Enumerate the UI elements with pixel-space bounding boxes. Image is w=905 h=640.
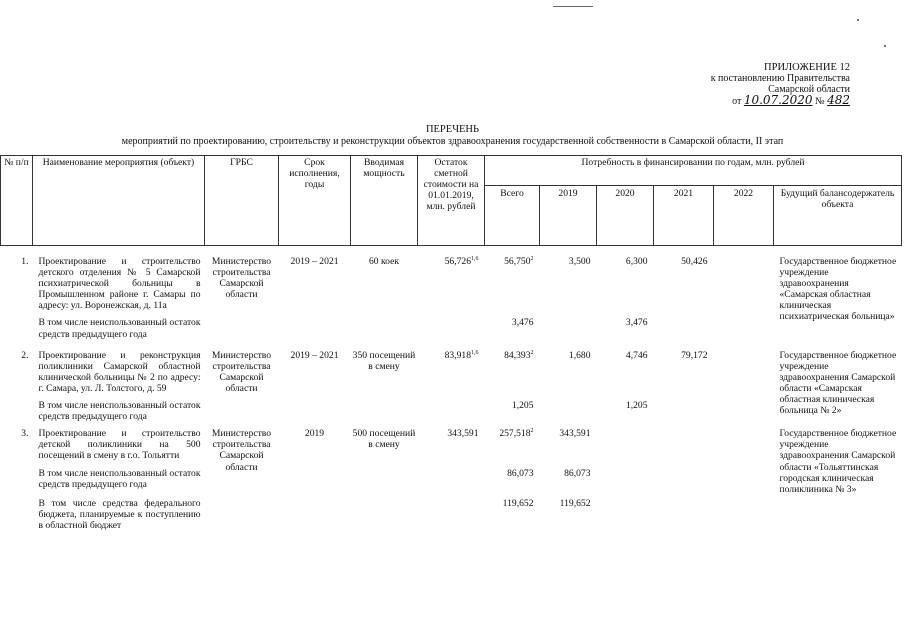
owner-cell: Государственное бюджетное учреждение здравоохранения Самарской области «Тольяттинская городская клиническая поликлиника № 3» [779, 428, 897, 495]
table-row: 1. Проектирование и строительство детского отделения № 5 Самарской психиатрической больницы в Промышленном районе г. Самары по адресу: ул. Воронежская, д. 11а Министерство строительства Самарской области 2019 – 2021 60 коек 56,726$^{1,6}$ 56,750$^2$ 3,500 6,300 50,426 Государственное бюджетное учреждение здравоохранения «Самарская областная клиническая психиатрическая больница» [1, 256, 902, 311]
header-2020: 2020 [597, 186, 654, 246]
header-grbs: ГРБС [205, 156, 279, 246]
appendix-block [690, 62, 850, 107]
scan-top-line [553, 6, 593, 7]
table-subrow: В том числе средства федерального бюджета, планируемые к поступлению в областной бюджет 119,652 119,652 [38, 497, 591, 531]
header-capacity: Вводимая мощность [351, 156, 418, 246]
document-title: ПЕРЕЧЕНЬ [425, 124, 480, 135]
scan-speck [857, 19, 859, 21]
appendix-date-line: от 10.07.2020 № 482 [732, 93, 850, 107]
handwritten-number: 482 [827, 93, 850, 107]
header-2022: 2022 [714, 186, 774, 246]
header-num: № п/п [1, 156, 33, 246]
table-subrow: В том числе неиспользованный остаток средств предыдущего года 3,476 3,476 [38, 317, 648, 340]
scan-speck [884, 45, 886, 47]
handwritten-date: 10.07.2020 [743, 93, 813, 107]
table-row: 3. Проектирование и строительство детской поликлиники на 500 посещений в смену в г.о. Тольятти Министерство строительства Самарской области 2019 500 посещений в смену 343,591 257,518$^2$ 343,591 Государственное бюджетное учреждение здравоохранения Самарской области «Тольяттинская городская клиническая поликлиника № 3» [1, 428, 902, 461]
header-name: Наименование мероприятия (объект) [33, 156, 205, 246]
measures-table [0, 155, 902, 531]
appendix-line: Самарской области [768, 84, 850, 95]
header-term: Срок исполнения, годы [279, 156, 351, 246]
owner-cell: Государственное бюджетное учреждение здравоохранения «Самарская областная клиническая психиатрическая больница» [779, 256, 897, 323]
header-total: Всего [485, 186, 540, 246]
header-2021: 2021 [654, 186, 714, 246]
appendix-title: ПРИЛОЖЕНИЕ 12 [764, 62, 850, 73]
document-subtitle: мероприятий по проектированию, строительству и реконструкции объектов здравоохранения государственной собственности в Самарской области, II этап [121, 136, 784, 147]
appendix-line: к постановлению Правительства [710, 73, 850, 84]
header-need: Потребность в финансировании по годам, млн. рублей [485, 156, 902, 186]
table-row: 2. Проектирование и реконструкция поликлиники Самарской областной клинической больницы № 2 по адресу: г. Самара, ул. Л. Толстого, д. 59 Министерство строительства Самарской области 2019 – 2021 350 посещений в смену 83,918$^{1,6}$ 84,393$^2$ 1,680 4,746 79,172 Государственное бюджетное учреждение здравоохранения Самарской области «Самарская областная клиническая больница № 2» [1, 350, 902, 394]
header-2019: 2019 [540, 186, 597, 246]
owner-cell: Государственное бюджетное учреждение здравоохранения Самарской области «Самарская областная клиническая больница № 2» [779, 349, 897, 417]
header-balance: Остаток сметной стоимости на 01.01.2019, млн. рублей [418, 156, 485, 246]
header-owner: Будущий балансодержатель объекта [774, 186, 902, 246]
table-subrow: В том числе неиспользованный остаток средств предыдущего года 86,073 86,073 [38, 467, 591, 490]
table-subrow: В том числе неиспользованный остаток средств предыдущего года 1,205 1,205 [38, 400, 648, 423]
